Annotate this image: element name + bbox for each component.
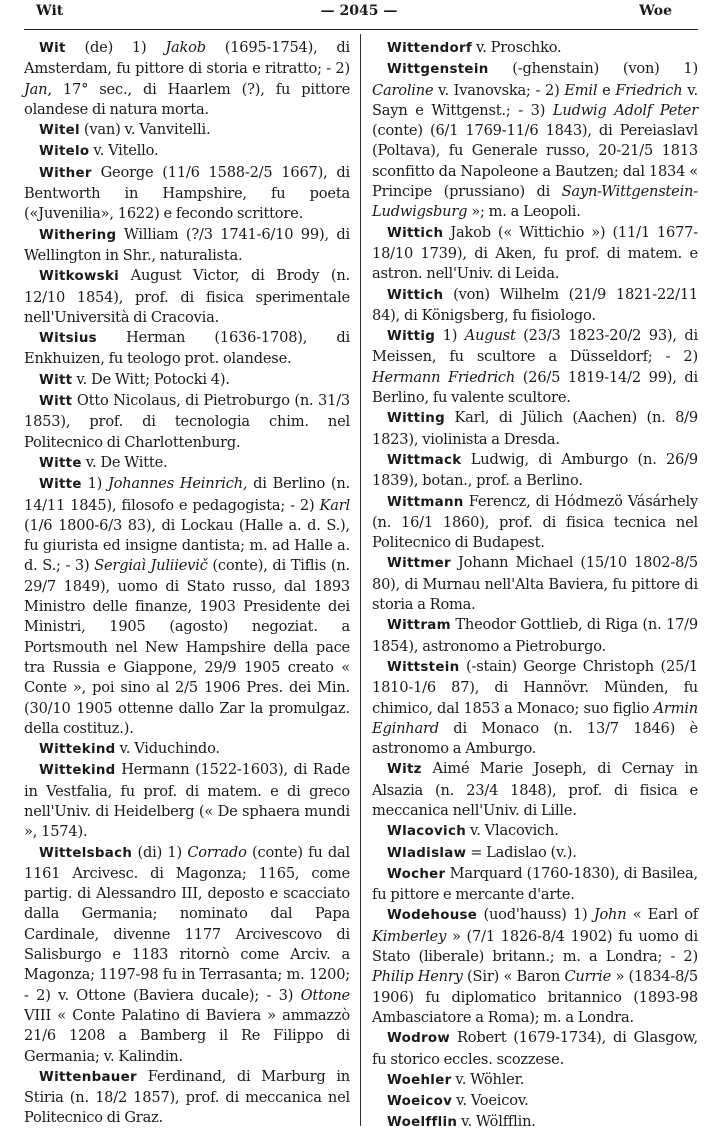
entry-text: v. Vitello. — [89, 142, 159, 160]
entry-text: e — [597, 81, 616, 99]
dictionary-entry — [24, 163, 350, 225]
page-header — [24, 0, 694, 30]
entry-headword: Wit — [39, 41, 66, 56]
entry-text: Marquard (1760-1830), di Basilea, fu pittore e mercante d'arte. — [372, 864, 698, 904]
entry-text: Ludwig, di Amburgo (n. 26/9 1839), botan., prof. a Berlino. — [372, 450, 698, 490]
dictionary-entry — [24, 453, 350, 474]
dictionary-entry — [372, 1028, 698, 1070]
entry-text: (van) v. Vanvitelli. — [79, 121, 211, 139]
entry-headword: Wittig — [387, 329, 436, 345]
entry-text: v. Sayn e Wittgenst.; - 3) — [372, 81, 698, 119]
entry-text: Hermann (1522-1603), di Rade in Vestfalia, fu prof. di matem. e di greco nell'Univ. di Heidelberg (« De sphaera mundi », 1574). — [24, 761, 350, 841]
entry-italic-text: Corrado — [187, 843, 247, 861]
entry-text: Aimé Marie Joseph, di Cernay in Alsazia (n. 23/4 1848), prof. di fisica e meccanica nell'Univ. di Lille. — [372, 760, 698, 819]
dictionary-entry — [24, 266, 350, 328]
entry-text: v. Voeicov. — [452, 1092, 529, 1110]
entry-italic-text: Ludwig Adolf Peter — [552, 101, 699, 119]
entry-text: v. Wölfflin. — [457, 1113, 536, 1131]
entry-text: (-ghenstain) (von) 1) — [488, 60, 698, 78]
entry-text: (1695-1754), di Amsterdam, fu pittore di storia e ritratto; - 2) — [24, 39, 350, 78]
entry-text: (26/5 1819-14/2 99), di Berlino, fu valente scultore. — [372, 368, 698, 407]
entry-text: v. Proschko. — [472, 39, 562, 56]
entry-headword: Wittendorf — [387, 41, 472, 56]
dictionary-entry — [24, 225, 350, 267]
entry-italic-text: Sayn-Wittgenstein-Ludwigsburg — [372, 183, 698, 221]
dictionary-entry — [24, 474, 350, 739]
entry-text: William (?/3 1741-6/10 99), di Wellington in Shr., naturalista. — [24, 225, 350, 264]
entry-italic-text: Philip Henry — [372, 968, 463, 986]
entry-headword: Wither — [39, 165, 92, 181]
entry-text: v. Viduchindo. — [115, 740, 220, 758]
entry-text: George (11/6 1588-2/5 1667), di Bentworth in Hampshire, fu poeta («Juvenilia», 1622) e fecondo scrittore. — [24, 163, 350, 223]
entry-text: v. Vlacovich. — [466, 822, 559, 840]
entry-headword: Wittram — [387, 618, 451, 634]
entry-italic-text: Friedrich — [615, 81, 683, 99]
entry-italic-text: Emil — [564, 81, 598, 99]
entry-text: , 17° sec., di Haarlem (?), fu pittore olandese di natura morta. — [24, 80, 350, 118]
right-column — [372, 38, 698, 1134]
dictionary-entry — [372, 905, 698, 1028]
entry-text: (23/3 1823-20/2 93), di Meissen, fu scultore a Düsseldorf; - 2) — [372, 327, 698, 366]
entry-text: (conte) (6/1 1769-11/6 1843), di Pereiaslavl (Poltava), fu Generale russo, 20-21/5 1813 sconfitto da Napoleone a Bautzen; dal 1834 « Principe (prussiano) di — [372, 122, 698, 201]
entry-italic-text: Jakob — [165, 39, 206, 56]
entry-text: (de) 1) — [65, 39, 166, 56]
dictionary-entry — [372, 450, 698, 492]
entry-headword: Witt — [39, 372, 73, 388]
header-rule — [24, 29, 698, 30]
entry-text: di Berlino (n. 14/11 1845), filosofo e pedagogista; - 2) — [24, 475, 350, 514]
dictionary-entry — [372, 223, 698, 285]
dictionary-entry — [372, 285, 698, 327]
left-column — [24, 38, 350, 1129]
entry-headword: Woeicov — [387, 1094, 453, 1110]
entry-headword: Wladislaw — [387, 845, 467, 861]
entry-headword: Wodrow — [387, 1031, 451, 1047]
entry-headword: Wittgenstein — [387, 62, 489, 78]
entry-text: (conte), di Tiflis (n. 29/7 1849), uomo di Stato russo, dal 1893 Ministro delle finanze, 1903 Presidente dei Ministri, 1905 (agosto) negoziat. a Portsmouth nel New Hampshire della pace tra Russia e Giappone, 29/9 1905 creato « Conte », poi sino al 2/5 1906 Pres. dei Min. (30/10 1905 ottenne dallo Zar la promulgaz. della costituz.). — [24, 557, 350, 737]
entry-italic-text: Caroline — [372, 81, 434, 99]
entry-headword: Wittmer — [387, 556, 451, 572]
entry-text: (uod'hauss) 1) — [477, 906, 594, 924]
entry-text: Otto Nicolaus, di Pietroburgo (n. 31/3 1853), prof. di tecnologia chim. nel Politecnico di Charlottenburg. — [24, 392, 350, 451]
entry-headword: Woelfflin — [387, 1115, 458, 1131]
entry-text: Theodor Gottlieb, di Riga (n. 17/9 1854), astronomo a Pietroburgo. — [372, 616, 698, 655]
dictionary-entry — [372, 1091, 698, 1112]
entry-text: v. Wöhler. — [451, 1070, 525, 1088]
entry-italic-text: August — [464, 327, 516, 345]
dictionary-entry — [372, 657, 698, 759]
entry-italic-text: Ottone — [300, 986, 350, 1004]
page-number: — 2045 — — [320, 3, 398, 19]
entry-text: (von) Wilhelm (21/9 1821-22/11 84), di Königsberg, fu fisiologo. — [372, 285, 698, 324]
entry-italic-text: Karl — [319, 496, 350, 514]
entry-italic-text: Johannes Heinrich, — [107, 475, 248, 493]
entry-text: Ferdinand, di Marburg in Stiria (n. 18/2 1857), prof. di meccanica nel Politecnico di Graz. — [24, 1067, 350, 1127]
entry-italic-text: Jan — [24, 80, 48, 98]
entry-text: » (7/1 1826-8/4 1902) fu uomo di Stato (liberale) britann.; m. a Londra; - 2) — [372, 927, 698, 966]
entry-headword: Wittich — [387, 225, 444, 241]
entry-text: Jakob (« Wittichio ») (11/1 1677-18/10 1739), di Aken, fu prof. di matem. e astron. nell'Univ. di Leida. — [372, 223, 698, 283]
dictionary-entry — [372, 843, 698, 864]
dictionary-entry — [372, 326, 698, 408]
entry-text: »; m. a Leopoli. — [467, 203, 581, 221]
dictionary-entry — [372, 38, 698, 59]
entry-headword: Woehler — [387, 1072, 452, 1088]
entry-headword: Witel — [39, 123, 80, 139]
entry-headword: Wittekind — [39, 763, 116, 779]
dictionary-entry — [372, 1070, 698, 1091]
entry-text: VIII « Conte Palatino di Baviera » ammazzò 21/6 1208 a Bamberg il Re Filippo di Germania; v. Kalindin. — [24, 1006, 350, 1065]
entry-headword: Witkowski — [39, 269, 120, 285]
dictionary-entry — [24, 328, 350, 370]
dictionary-entry — [372, 615, 698, 657]
entry-text: Herman (1636-1708), di Enkhuizen, fu teologo prot. olandese. — [24, 329, 350, 368]
entry-headword: Wittmack — [387, 452, 462, 468]
dictionary-entry — [24, 1067, 350, 1129]
entry-text: di Monaco (n. 13/7 1846) è astronomo a Amburgo. — [372, 719, 698, 758]
entry-text: v. Ivanovska; - 2) — [433, 81, 565, 99]
dictionary-entry — [24, 760, 350, 842]
entry-headword: Wittekind — [39, 742, 116, 758]
dictionary-entry — [372, 864, 698, 906]
entry-text: 1) — [81, 475, 108, 493]
entry-italic-text: Hermann Friedrich — [372, 368, 516, 386]
entry-text: Robert (1679-1734), di Glasgow, fu storico eccles. scozzese. — [372, 1029, 698, 1068]
entry-italic-text: Armin Eginhard — [372, 699, 698, 737]
entry-headword: Witelo — [39, 144, 90, 160]
entry-headword: Wittich — [387, 287, 444, 303]
entry-headword: Witting — [387, 411, 445, 427]
entry-text: (-stain) George Christoph (25/1 1810-1/6 87), di Hannövr. Münden, fu chimico, dal 1853 a Monaco; suo figlio — [372, 657, 698, 717]
dictionary-entry — [372, 759, 698, 821]
dictionary-entry — [24, 370, 350, 391]
entry-headword: Wodehouse — [387, 908, 478, 924]
dictionary-entry — [372, 1112, 698, 1133]
entry-headword: Wittmann — [387, 494, 464, 510]
entry-text: = Ladislao (v.). — [466, 843, 577, 861]
dictionary-entry — [372, 59, 698, 222]
dictionary-entry — [24, 38, 350, 120]
entry-italic-text: Currie — [564, 968, 612, 986]
dictionary-entry — [24, 141, 350, 162]
entry-text: August Victor, di Brody (n. 12/10 1854), prof. di fisica sperimentale nell'Università di Cracovia. — [24, 267, 350, 326]
header-left-guideword: Wit — [36, 3, 64, 19]
entry-text: (di) 1) — [132, 843, 188, 861]
entry-headword: Wocher — [387, 866, 446, 882]
entry-text: Johann Michael (15/10 1802-8/5 80), di Murnau nell'Alta Baviera, fu pittore di storia a Roma. — [372, 554, 698, 614]
entry-text: » (1834-8/5 1906) fu diplomatico britannico (1893-98 Ambasciatore a Roma); m. a Londra. — [372, 968, 698, 1026]
entry-text: (conte) fu dal 1161 Arcivesc. di Magonza; 1165, come partig. di Alessandro III, deposto e scacciato dalla Germania; nominato dal Papa Cardinale, divenne 1177 Arcivescovo di Salisburgo e 1183 ritornò come Arciv. a Magonza; 1197-98 fu in Terrasanta; m. 1200; - 2) v. Ottone (Baviera ducale); - 3) — [24, 843, 350, 1004]
entry-text: v. De Witt; Potocki 4). — [72, 370, 230, 388]
entry-text: (1/6 1800-6/3 83), di Lockau (Halle a. d. S.), fu giurista ed insigne dantista; m. ad Halle a. d. S.; - 3) — [24, 516, 350, 575]
entry-headword: Wlacovich — [387, 824, 467, 840]
header-right-guideword: Woe — [639, 3, 672, 19]
entry-headword: Wittstein — [387, 659, 460, 675]
entry-headword: Wittenbauer — [39, 1069, 137, 1085]
dictionary-entry — [24, 391, 350, 453]
dictionary-entry — [24, 843, 350, 1067]
dictionary-entry — [372, 492, 698, 554]
entry-text: Karl, di Jülich (Aachen) (n. 8/9 1823), violinista a Dresda. — [372, 409, 698, 448]
column-divider — [360, 34, 361, 1126]
entry-text: « Earl of — [626, 906, 698, 924]
entry-headword: Witt — [39, 394, 73, 410]
entry-text: 1) — [435, 327, 465, 345]
dictionary-entry — [24, 120, 350, 141]
dictionary-entry — [372, 553, 698, 615]
entry-headword: Witte — [39, 477, 82, 493]
entry-headword: Witz — [387, 762, 422, 778]
entry-italic-text: John — [593, 906, 627, 924]
dictionary-entry — [372, 821, 698, 842]
entry-italic-text: Kimberley — [372, 927, 447, 945]
entry-text: Ferencz, di Hódmezö Vásárhely (n. 16/1 1860), prof. di fisica tecnica nel Politecnico di Budapest. — [372, 492, 698, 552]
dictionary-entry — [372, 408, 698, 450]
entry-italic-text: Sergiaì Juliievič — [94, 557, 208, 575]
dictionary-entry — [24, 739, 350, 760]
entry-headword: Wittelsbach — [39, 845, 133, 861]
entry-text: (Sir) « Baron — [462, 968, 565, 986]
entry-headword: Witte — [39, 455, 82, 471]
entry-text: v. De Witte. — [81, 453, 168, 471]
entry-headword: Withering — [39, 227, 117, 243]
entry-headword: Witsius — [39, 331, 97, 347]
